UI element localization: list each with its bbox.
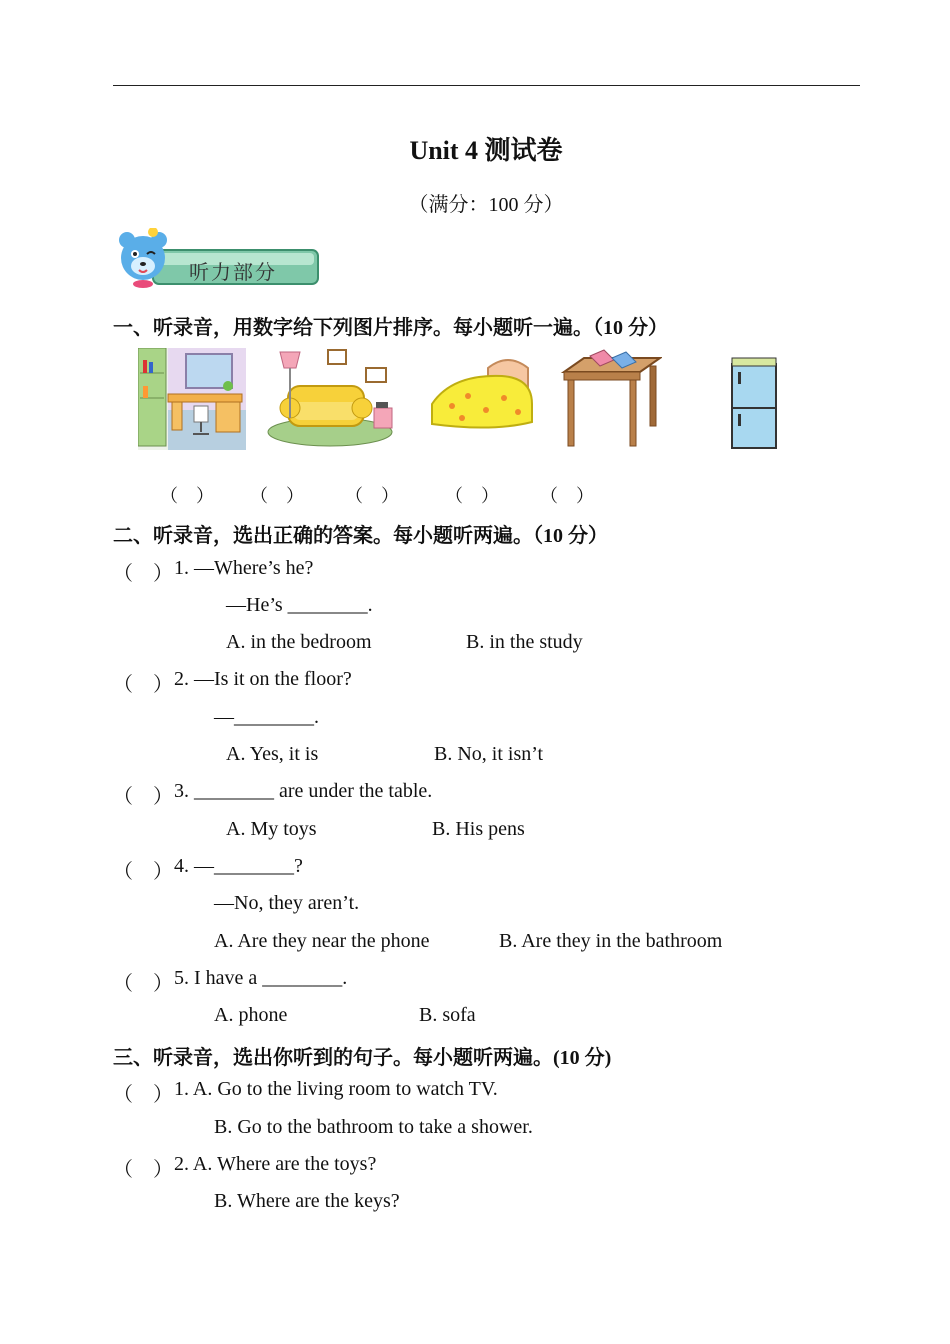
question-4: 4. —________? — [174, 855, 303, 877]
study-room-picture — [138, 348, 246, 450]
question-4-option-a: A. Are they near the phone — [214, 930, 430, 952]
question-3: 3. ________ are under the table. — [174, 780, 433, 802]
question-4-response: —No, they aren’t. — [214, 892, 360, 914]
banner-label: 听力部分 — [189, 260, 277, 284]
question-1-response: —He’s ________. — [226, 594, 373, 616]
question-3-option-b: B. His pens — [432, 818, 525, 840]
page-title: Unit 4 测试卷 — [409, 136, 563, 165]
section-1-heading: 一、听录音，用数字给下列图片排序。每小题听一遍。（10 分） — [113, 317, 668, 339]
question-2-option-b: B. No, it isn’t — [434, 743, 544, 765]
answer-blank-5[interactable]: （ ） — [540, 486, 594, 506]
question-1: 1. —Where’s he? — [174, 557, 314, 579]
section-2-heading: 二、听录音，选出正确的答案。每小题听两遍。（10 分） — [113, 525, 608, 547]
question-2: 2. —Is it on the floor? — [174, 668, 352, 690]
question-3-option-a: A. My toys — [226, 818, 317, 840]
answer-blank-2[interactable]: （ ） — [250, 486, 304, 506]
s3-question-1-option-a: 1. A. Go to the living room to watch TV. — [174, 1078, 498, 1100]
answer-bracket[interactable]: （ ） — [113, 563, 173, 585]
question-5-option-a: A. phone — [214, 1004, 288, 1026]
top-rule — [113, 85, 860, 86]
table-picture — [560, 348, 662, 450]
bed-picture — [428, 348, 536, 450]
s3-question-1-option-b: B. Go to the bathroom to take a shower. — [214, 1116, 533, 1138]
answer-bracket[interactable]: （ ） — [113, 1084, 173, 1106]
answer-blank-3[interactable]: （ ） — [345, 486, 399, 506]
answer-bracket[interactable]: （ ） — [113, 1159, 173, 1181]
question-1-option-b: B. in the study — [466, 631, 583, 653]
answer-bracket[interactable]: （ ） — [113, 674, 173, 696]
question-5: 5. I have a ________. — [174, 967, 348, 989]
answer-bracket[interactable]: （ ） — [113, 861, 173, 883]
answer-bracket[interactable]: （ ） — [113, 973, 173, 995]
full-score-note: （满分：100 分） — [408, 194, 564, 216]
question-2-option-a: A. Yes, it is — [226, 743, 319, 765]
answer-blank-1[interactable]: （ ） — [160, 486, 214, 506]
s3-question-2-option-b: B. Where are the keys? — [214, 1190, 400, 1212]
question-2-response: —________. — [214, 706, 319, 728]
answer-bracket[interactable]: （ ） — [113, 786, 173, 808]
listening-section-banner — [113, 228, 323, 288]
question-4-option-b: B. Are they in the bathroom — [499, 930, 723, 952]
fridge-picture — [730, 348, 778, 450]
s3-question-2-option-a: 2. A. Where are the toys? — [174, 1153, 377, 1175]
question-5-option-b: B. sofa — [419, 1004, 476, 1026]
section-3-heading: 三、听录音，选出你听到的句子。每小题听两遍。(10 分) — [113, 1047, 612, 1069]
answer-blank-4[interactable]: （ ） — [445, 486, 499, 506]
living-room-picture — [266, 348, 394, 450]
question-1-option-a: A. in the bedroom — [226, 631, 372, 653]
